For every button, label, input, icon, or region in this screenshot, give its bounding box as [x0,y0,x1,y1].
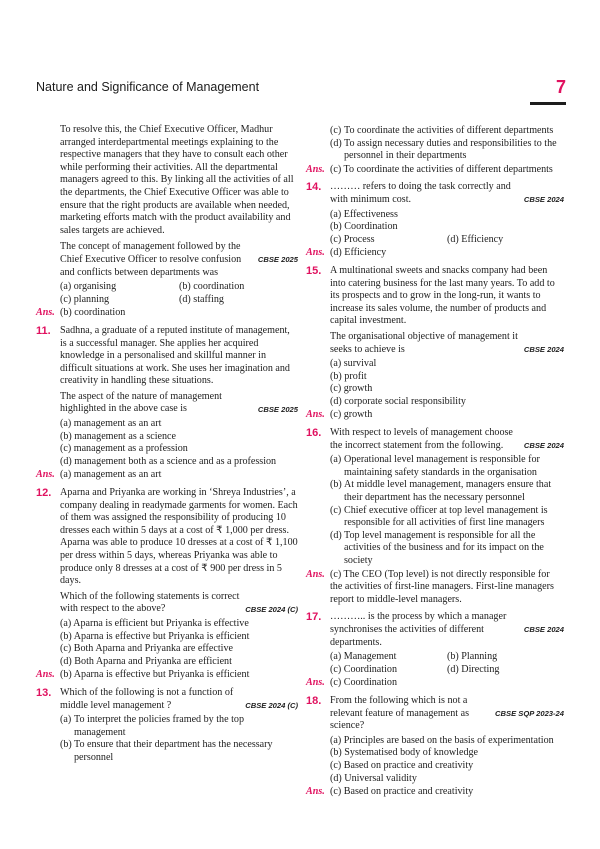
intro-paragraph: To resolve this, the Chief Executive Officer, Madhur arranged interdepartmental meetings explaining to the respective managers that they have to consult each other while performing their activities. All the departmental managers agreed to this. By linking all the activities of all the departments, the Chief Executive Officer was able to ensure that the right products are available when needed, marketing efforts match with the product availability and sales targets are achieved. [60,124,294,236]
option: (b) profit [330,370,367,382]
option [60,714,298,739]
option: (d) Both Aparna and Priyanka are efficient [60,655,232,667]
option-text: To interpret the policies framed by the top management [74,714,244,738]
question-text: ……… refers to doing the task correctly and with minimum cost. [330,181,511,205]
option: (c) management as a profession [60,443,188,455]
option: (d) Universal validity [330,772,417,784]
option [330,125,564,138]
option-text: To ensure that their department has the necessary personnel [74,739,273,763]
options-q18 [330,735,564,785]
options-q12 [60,618,298,668]
question-text: The concept of management followed by the Chief Executive Officer to resolve confusion and conflicts between departments was [60,241,242,278]
option: (a) management as an art [60,418,162,430]
option-label: (b) [330,479,342,491]
exam-tag: CBSE 2024 [523,625,564,635]
option [330,454,564,479]
option [330,479,564,504]
answer-text: (a) management as an art [60,469,162,481]
answer-q11 [36,469,298,482]
option-label: (d) [330,529,342,541]
options-q11 [60,418,298,468]
answer-q12 [36,669,298,682]
question-number: 18. [306,694,322,707]
options-q10 [60,281,298,306]
options-q14 [330,209,564,247]
option: (b) Systematised body of knowledge [330,747,479,759]
question-number: 17. [306,611,322,624]
question-12-prompt [60,591,298,616]
option-label: (a) [60,714,72,726]
option-text: To assign necessary duties and responsibilities to the personnel in their departments [344,137,557,162]
question-number: 13. [36,686,52,699]
question-text: Which of the following is not a function of middle level management ? [60,686,234,711]
option-label: (c) [330,504,342,516]
question-15-prompt [330,331,564,356]
answer-q10 [36,307,298,320]
question-number: 16. [306,427,322,440]
question-17 [306,611,564,649]
option: (c) Both Aparna and Priyanka are effective [60,643,234,655]
option: (a) organising [60,281,117,293]
exam-tag: CBSE 2024 [523,344,564,354]
question-12 [36,487,298,588]
answer-text: (c) The CEO (Top level) is not directly responsible for the activities of first-line managers. First-line managers report to middle-level managers. [330,568,554,605]
answer-label: Ans. [36,469,55,481]
option: (c) growth [330,383,373,395]
options-q13-continued [330,125,564,163]
option-text: Chief executive officer at top level management is responsible for all activities of first line managers [344,504,548,529]
option [60,739,298,764]
exam-tag: CBSE 2024 (C) [245,700,298,710]
answer-text: (c) growth [330,409,373,421]
option-text: At middle level management, managers ensure that their department has the necessary personnel [344,479,552,504]
option: (a) survival [330,358,377,370]
option: (c) Based on practice and creativity [330,759,474,771]
options-q16 [330,454,564,567]
option-text: Operational level management is responsible for maintaining safety standards in the organisation [344,454,540,478]
question-16 [306,427,564,452]
exam-tag: CBSE 2025 [257,255,298,265]
option: (d) Efficiency [447,233,504,245]
option-label: (b) [60,739,72,751]
question-number: 12. [36,487,52,500]
option: (a) Effectiveness [330,208,398,220]
exam-tag: CBSE SQP 2023-24 [495,708,564,718]
answer-label: Ans. [36,307,55,319]
question-text: ……….. is the process by which a manager synchronises the activities of different departments. [330,611,507,648]
option-label: (d) [330,137,342,149]
option: (d) Directing [447,663,500,675]
answer-label: Ans. [36,669,55,681]
answer-q15 [306,409,564,422]
question-11-prompt [60,391,298,416]
option [330,138,564,163]
option: (b) Aparna is effective but Priyanka is efficient [60,630,250,642]
answer-text: (c) Based on practice and creativity [330,786,474,798]
option: (b) management as a science [60,430,177,442]
options-q15 [330,358,564,408]
left-column [36,124,298,766]
exam-tag: CBSE 2024 (C) [245,604,298,614]
question-text: Aparna and Priyanka are working in ‘Shreya Industries’, a company dealing in readymade garments for women. Each of them was assigned the responsibility of producing 10 dresses each within 5 days at a cost of ₹ 1,000 per dress. Aparna was able to produce 10 dresses at a cost of ₹ 1,100 per dress within 5 days, whereas Priyanka was able to produce only 8 dresses at a cost of ₹ 900 per dress in 5 days. [60,487,298,587]
option: (b) coordination [179,281,245,293]
chapter-title: Nature and Significance of Management [36,80,260,94]
page-number: 7 [555,77,566,97]
question-text: Which of the following statements is correct with respect to the above? [60,590,240,615]
answer-label: Ans. [306,163,325,175]
option: (a) Aparna is efficient but Priyanka is effective [60,617,249,629]
option: (b) Coordination [330,221,398,233]
question-text: From the following which is not a relevant feature of management as science? [330,694,469,732]
option-text: To coordinate the activities of different departments [344,125,554,136]
question-11 [36,324,298,388]
option: (d) staffing [179,293,224,305]
exam-tag: CBSE 2025 [257,404,298,414]
answer-text: (b) Aparna is effective but Priyanka is efficient [60,669,250,681]
exam-tag: CBSE 2024 [523,195,564,205]
answer-text: (c) Coordination [330,677,397,689]
option: (c) Process [330,233,375,245]
option: (b) Planning [447,651,498,663]
exam-tag: CBSE 2024 [523,441,564,451]
answer-label: Ans. [306,677,325,689]
question-text: The organisational objective of management it seeks to achieve is [330,330,518,355]
option: (d) management both as a science and as a profession [60,455,277,467]
answer-text: (d) Efficiency [330,247,387,259]
question-13 [36,686,298,712]
answer-label: Ans. [306,568,325,580]
question-text: The aspect of the nature of management highlighted in the above case is [60,390,222,415]
option: (d) corporate social responsibility [330,395,466,407]
question-14 [306,181,564,206]
option: (a) Principles are based on the basis of experimentation [330,734,554,746]
page-header [36,77,566,104]
answer-text: (c) To coordinate the activities of different departments [330,163,553,175]
question-number: 11. [36,324,51,337]
question-text: With respect to levels of management choose the incorrect statement from the following. [330,427,513,451]
answer-q14 [306,247,564,260]
answer-label: Ans. [306,247,325,259]
question-number: 14. [306,181,322,194]
question-number: 15. [306,264,322,277]
option-text: Top level management is responsible for all the activities of the business and for its impact on the society [344,529,544,566]
right-column [306,124,564,804]
page-number-rule [530,102,566,105]
option [330,505,564,530]
answer-text: (b) coordination [60,307,126,319]
answer-label: Ans. [306,409,325,421]
question-10-stem [60,241,298,279]
option: (c) Coordination [330,663,397,675]
option [330,530,564,568]
options-q17 [330,651,564,676]
question-text: Sadhna, a graduate of a reputed institute of management, is a successful manager. She applies her acquired knowledge in a personalised and skillful manner in difficult situations at work. She uses her imagination and creativity in handling these situations. [60,324,290,387]
option-label: (a) [330,454,342,466]
question-text: A multinational sweets and snacks company had been into catering business for the last many years. To add to its prospects and to grow in the long-run, it wants to increase its sales volume, the number of products and capital investment. [330,264,555,327]
answer-q13 [306,163,564,177]
options-q13 [60,714,298,764]
question-18 [306,694,564,733]
option: (a) Management [330,651,397,663]
option: (c) planning [60,293,110,305]
answer-label: Ans. [306,786,325,798]
answer-q16 [306,568,564,607]
question-15 [306,264,564,328]
option-label: (c) [330,125,342,136]
answer-q17 [306,677,564,690]
answer-q18 [306,786,564,799]
